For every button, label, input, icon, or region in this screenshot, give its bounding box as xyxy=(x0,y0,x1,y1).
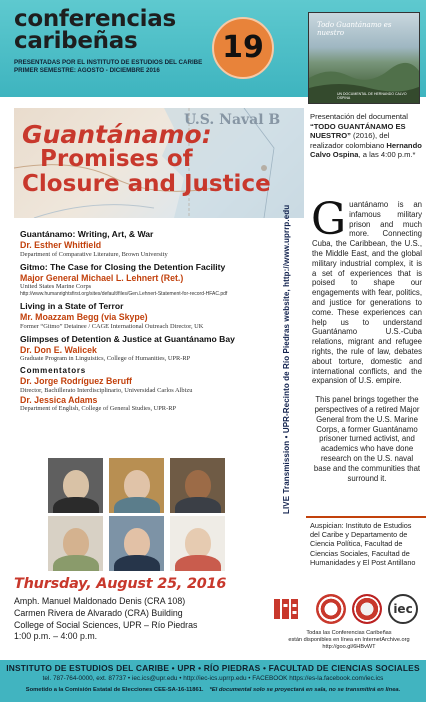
event-title-line3: Closure and Justice xyxy=(22,171,271,197)
speaker-photo xyxy=(48,516,103,571)
film-description xyxy=(310,112,422,160)
archive-note-line2: están disponibles en línea en InternetArchive.org xyxy=(288,636,410,643)
commentator-name: Dr. Jorge Rodríguez Beruff xyxy=(20,376,132,386)
portrait-body xyxy=(114,555,160,571)
footer-contact: tel. 787-764-0000, ext. 87737 • iec.ics@upr.edu • http://iec-ics.uprrp.edu • FACEBOOK https://es-la.facebook.com/iec.ics xyxy=(42,675,384,682)
footer-note-screening: *El documental solo se proyectará en sala, no se transmitirá en línea. xyxy=(209,687,401,693)
commentator-item xyxy=(20,395,308,414)
portrait-body xyxy=(53,555,99,571)
speaker-affiliation: Graduate Program in Linguistics, College of Humanities, UPR-RP xyxy=(20,355,191,362)
speaker-affiliation: Former “Gitmo” Detainee / CAGE International Outreach Director, UK xyxy=(20,322,204,330)
portrait-body xyxy=(53,497,99,513)
event-location-line3: College of Social Sciences, UPR – Río Piedras xyxy=(14,619,198,630)
archive-note xyxy=(276,630,422,650)
presenter-line-2: PRIMER SEMESTRE: AGOSTO - DICIEMBRE 2016 xyxy=(14,67,160,74)
faculty-seal-icon xyxy=(352,594,382,624)
speaker-photo xyxy=(170,458,225,513)
speaker-photo xyxy=(109,516,164,571)
footer-bar xyxy=(0,660,426,702)
description-paragraph-1: uantánamo is an infamous military prison and much more. Connecting Cuba, the Caribbean, the U.S., the Middle East, and the global military industrial complex, it is a set of experiences that is poised to shape our engagements with fear, politics, and justice for generations to come. These experiences can help us to understand Guantánamo U.S.-Cuba relations, migrant and refugee rights, the rule of law, debates about torture, domestic and international conflicts, and the expansion of U.S. empire. xyxy=(312,200,422,386)
description-paragraph-2: This panel brings together the perspectives of a retired Major General from the U.S. Marine Corps, a former Guantánamo prisoner turned activist, and academics who have done research on the U.S. naval base and the communities that surround it. xyxy=(313,395,421,483)
archive-link[interactable]: http://goo.gl/6HBvWT xyxy=(322,643,376,650)
portrait-body xyxy=(175,497,221,513)
live-transmission-banner xyxy=(282,204,302,534)
statement-link[interactable]: http://www.humanrightsfirst.org/sites/default/files/Gen.Lehnert-Statement-for-record-HFAC.pdf xyxy=(20,291,228,297)
event-title-line1: Guantánamo: xyxy=(22,120,212,149)
institute-logo-icon xyxy=(272,596,300,622)
university-seal-icon xyxy=(316,594,346,624)
portrait-body xyxy=(114,497,160,513)
portrait-face xyxy=(185,470,211,500)
event-title xyxy=(22,122,304,197)
session-title: Guantánamo: Writing, Art, & War xyxy=(20,229,154,239)
event-location-line2: Carmen Rivera de Alvarado (CRA) Building xyxy=(14,607,183,618)
session-item xyxy=(20,262,308,299)
live-transmission-text: LIVE Transmission • UPR-Recinto de Río Piedras website, http://www.uprrp.edu xyxy=(282,204,291,514)
commentator-item xyxy=(20,376,308,395)
session-title: Living in a State of Terror xyxy=(20,301,124,311)
commentator-name: Dr. Jessica Adams xyxy=(20,394,98,405)
iec-logo-text: iec xyxy=(393,602,413,616)
event-description xyxy=(311,194,422,492)
portrait-face xyxy=(185,528,211,558)
speaker-photo xyxy=(170,516,225,571)
iec-logo-icon xyxy=(388,594,418,624)
portrait-face xyxy=(124,528,150,558)
portrait-face xyxy=(63,528,89,558)
session-item xyxy=(20,301,308,331)
archive-note-line1: Todas las Conferencias Caribeñas xyxy=(306,630,392,636)
footer-organization: INSTITUTO DE ESTUDIOS DEL CARIBE • UPR • RÍO PIEDRAS • FACULTAD DE CIENCIAS SOCIALES xyxy=(6,663,420,673)
session-item xyxy=(20,334,308,364)
film-poster-title: Todo Guantánamo es nuestro xyxy=(317,21,392,37)
speaker-name: Mr. Moazzam Begg (via Skype) xyxy=(20,312,148,322)
film-desc-pre: Presentación del documental xyxy=(310,112,408,121)
film-poster-image xyxy=(308,12,420,104)
speaker-name: Dr. Esther Whitfield xyxy=(20,240,102,250)
film-desc-title: “TODO GUANTÁNAMO ES NUESTRO” xyxy=(310,121,406,141)
speaker-name: Dr. Don E. Walicek xyxy=(20,344,97,355)
map-label: U.S. Naval B xyxy=(184,112,281,128)
speaker-affiliation: Department of Comparative Literature, Brown University xyxy=(20,250,168,258)
commentators-heading: Commentators xyxy=(20,366,87,375)
speaker-photo xyxy=(109,458,164,513)
series-number-badge xyxy=(212,17,274,79)
program-sessions xyxy=(20,226,308,413)
session-title: Gitmo: The Case for Closing the Detention Facility xyxy=(20,261,226,272)
event-time: 1:00 p.m. – 4:00 p.m. xyxy=(14,631,98,642)
portrait-face xyxy=(124,470,150,500)
portrait-body xyxy=(175,555,221,571)
presenter-line xyxy=(14,59,214,75)
series-title-line2: caribeñas xyxy=(14,28,138,54)
session-title: Glimpses of Detention & Justice at Guantánamo Bay xyxy=(20,333,235,344)
portrait-face xyxy=(63,470,89,500)
series-number: 19 xyxy=(222,30,264,65)
film-poster-caption: UN DOCUMENTAL DE HERNANDO CALVO OSPINA xyxy=(337,92,407,100)
speaker-name: Major General Michael L. Lehnert (Ret.) xyxy=(20,272,184,283)
presenter-line-1: PRESENTADAS POR EL INSTITUTO DE ESTUDIOS DEL CARIBE xyxy=(14,59,203,66)
drop-cap: G xyxy=(311,194,347,245)
film-desc-director: Hernando Calvo Ospina xyxy=(310,140,422,160)
commentator-affiliation: Director, Bachillerato Interdisciplinario, Universidad Carlos Albizu xyxy=(20,386,193,394)
footer-note-election: Sometido a la Comisión Estatal de Elecciones CEE-SA-16-11861. xyxy=(25,687,204,693)
hero-map-banner xyxy=(14,108,304,218)
speaker-affiliation: United States Marine Corps xyxy=(20,283,92,290)
film-desc-mid: (2016), del realizador colombiano xyxy=(310,131,390,150)
series-title xyxy=(14,8,224,52)
event-location-line1: Amph. Manuel Maldonado Denis (CRA 108) xyxy=(14,596,186,606)
event-date: Thursday, August 25, 2016 xyxy=(14,576,227,592)
speaker-photo xyxy=(48,458,103,513)
film-desc-post: , a las 4:00 p.m.* xyxy=(358,150,416,160)
event-location xyxy=(14,596,274,643)
session-item xyxy=(20,229,308,259)
footer-notes xyxy=(4,687,422,693)
auspices-box: Auspician: Instituto de Estudios del Caribe y Departamento de Ciencia Política, Facultad de Ciencias Sociales, Facultad de Humanidades y El Post Antillano xyxy=(306,516,426,578)
event-title-line2: Promises of xyxy=(40,146,193,172)
commentator-affiliation: Department of English, College of General Studies, UPR-RP xyxy=(20,405,177,412)
series-title-line1: conferencias xyxy=(14,6,176,32)
